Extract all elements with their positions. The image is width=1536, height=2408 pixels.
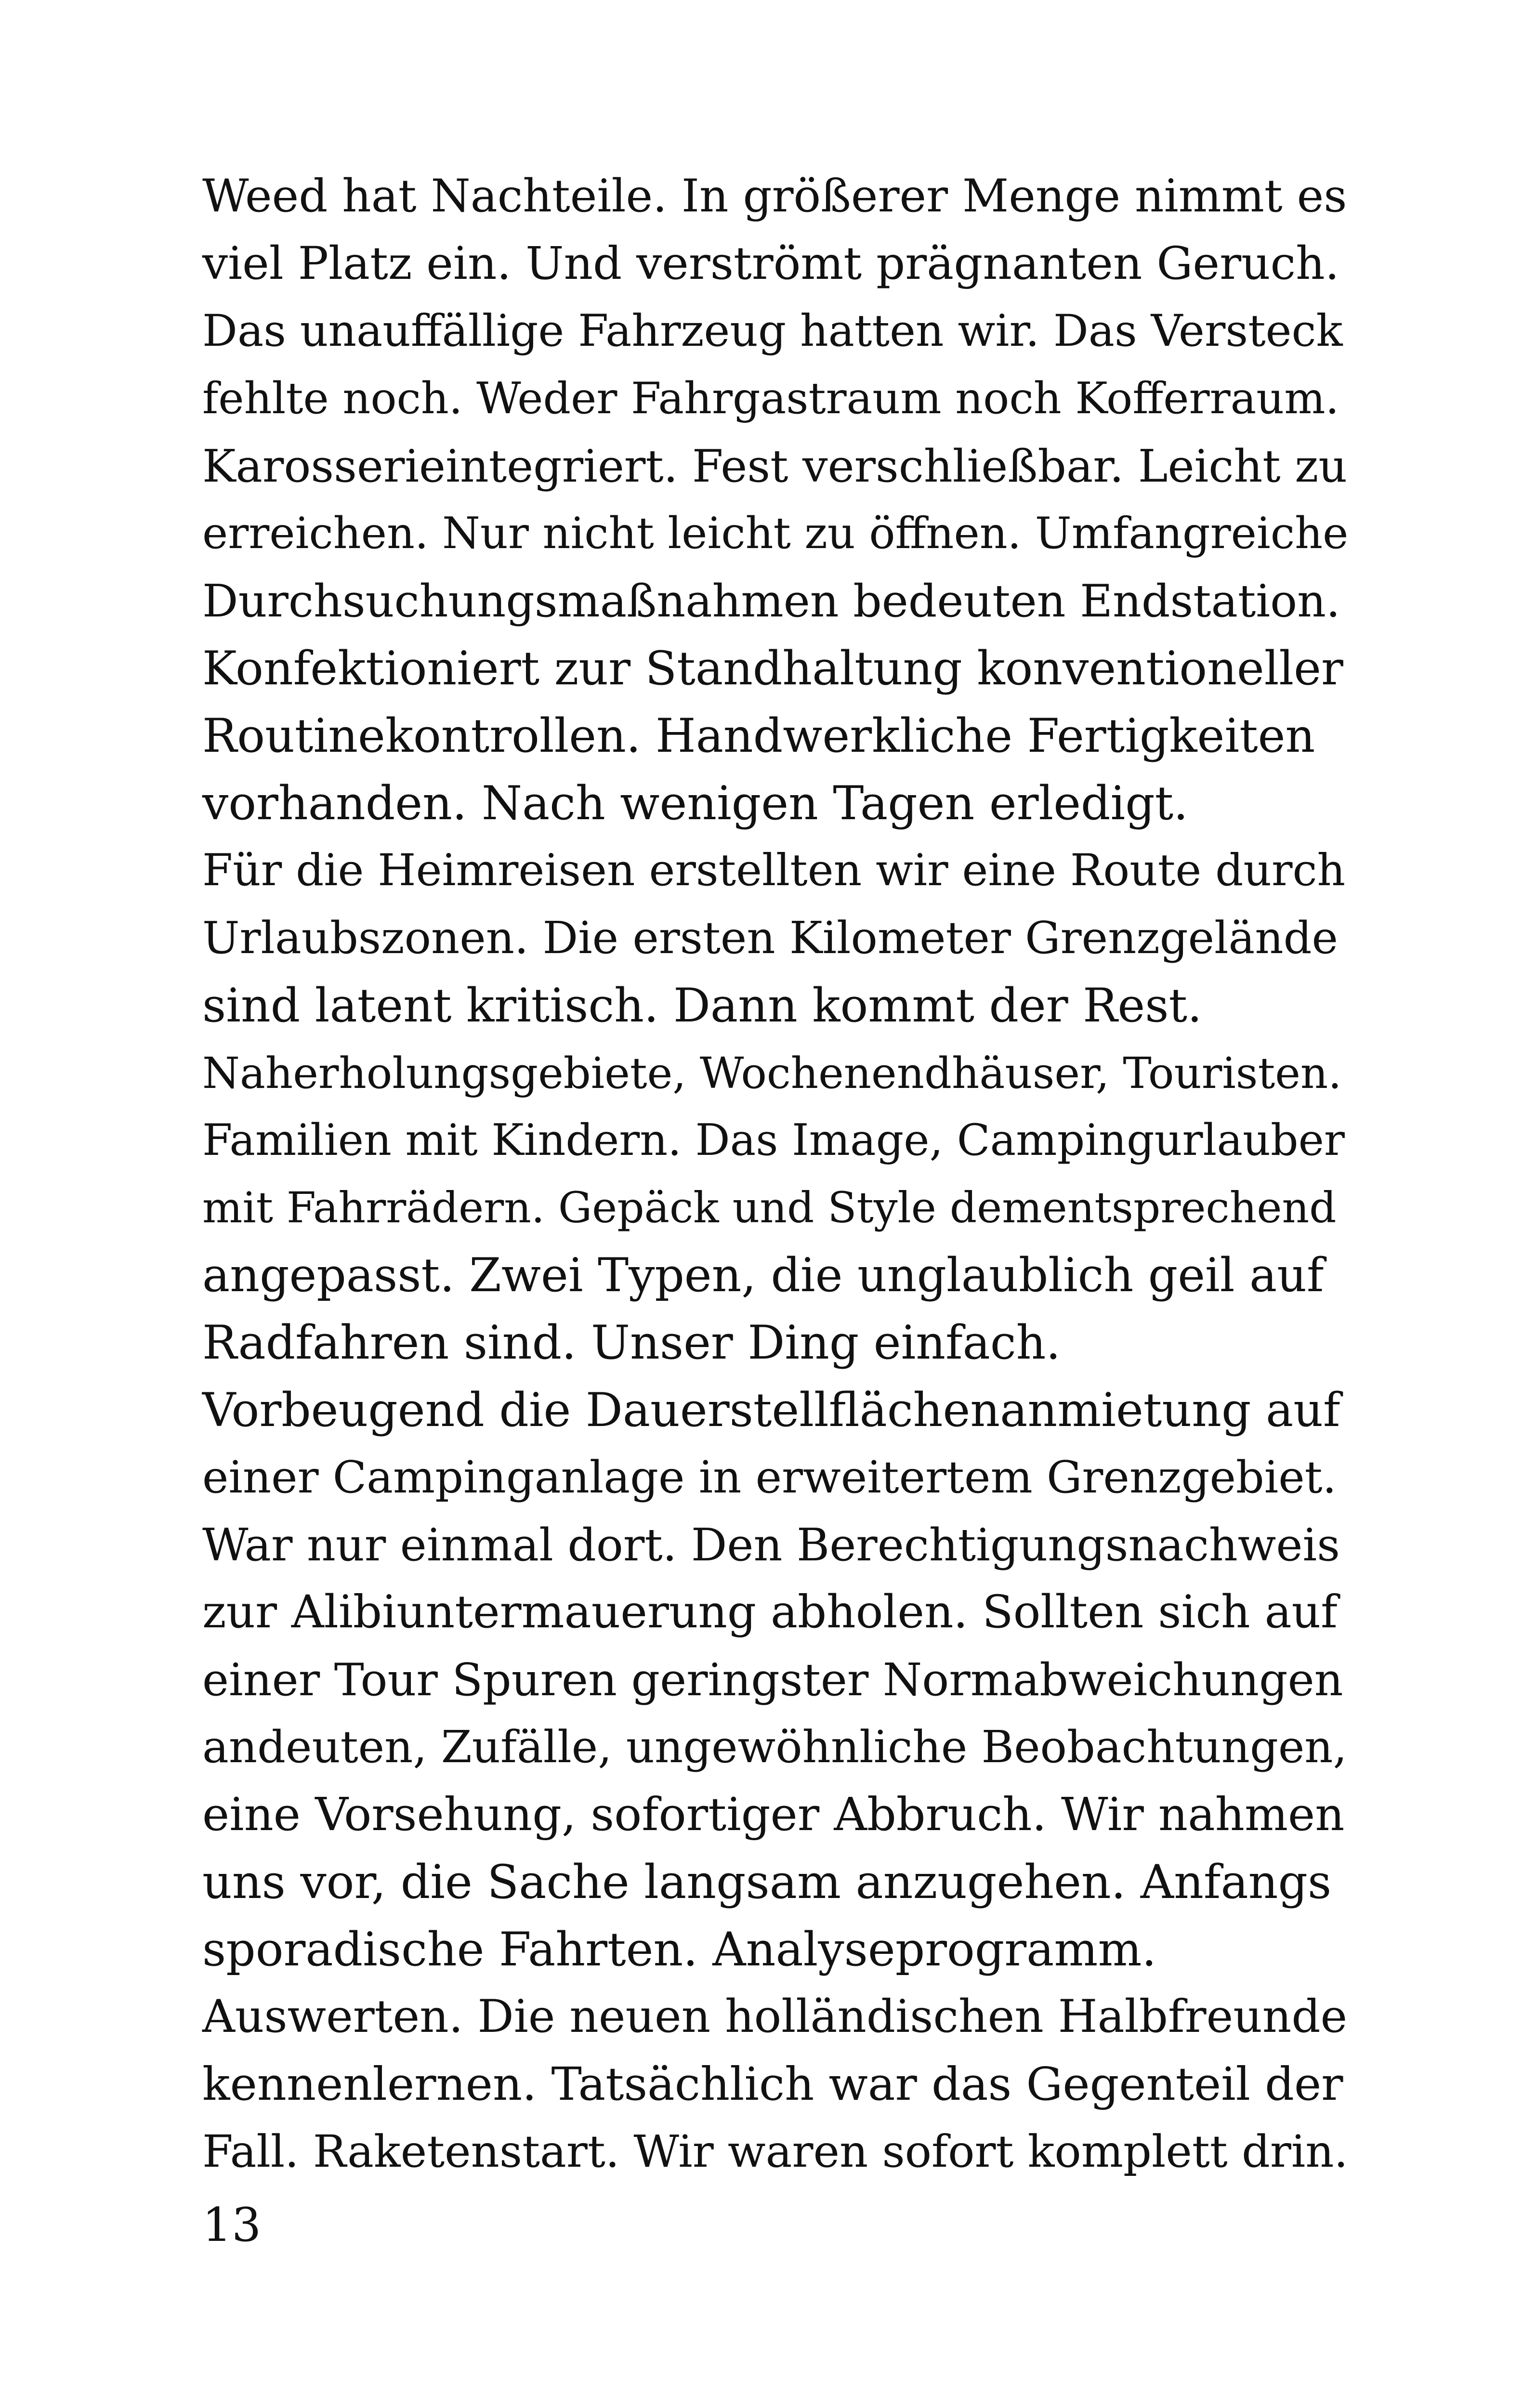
text-line: Auswerten. Die neuen holländischen Halbfreunde — [202, 1990, 1348, 2043]
text-line: einer Campinganlage in erweitertem Grenzgebiet. — [202, 1452, 1337, 1503]
text-line: fehlte noch. Weder Fahrgastraum noch Kofferraum. — [202, 373, 1339, 424]
text-line: Routinekontrollen. Handwerkliche Fertigkeiten — [202, 709, 1315, 763]
text-line: zur Alibiuntermauerung abholen. Sollten sich auf — [202, 1586, 1338, 1638]
body-text — [202, 163, 1349, 2186]
text-line: sind latent kritisch. Dann kommt der Rest. — [202, 979, 1202, 1033]
text-line: Radfahren sind. Unser Ding einfach. — [202, 1316, 1061, 1370]
text-line: Das unauffällige Fahrzeug hatten wir. Das Versteck — [202, 306, 1343, 356]
text-line: Durchsuchungsmaßnahmen bedeuten Endstation. — [202, 575, 1340, 627]
text-line: Für die Heimreisen erstellten wir eine Route durch — [202, 845, 1346, 896]
text-line: Familien mit Kindern. Das Image, Campingurlauber — [202, 1115, 1345, 1165]
text-line: vorhanden. Nach wenigen Tagen erledigt. — [202, 776, 1188, 830]
text-line: einer Tour Spuren geringster Normabweichungen — [202, 1654, 1343, 1706]
text-line: angepasst. Zwei Typen, die unglaublich geil auf — [202, 1248, 1324, 1302]
text-line: Fall. Raketenstart. Wir waren sofort komplett drin. — [202, 2126, 1348, 2177]
text-line: Vorbeugend die Dauerstellflächenanmietung auf — [202, 1383, 1340, 1437]
text-line: uns vor, die Sache langsam anzugehen. Anfangs — [202, 1855, 1332, 1909]
text-line: Konfektioniert zur Standhaltung konventioneller — [202, 641, 1343, 695]
text-line: Naherholungsgebiete, Wochenendhäuser, Touristen. — [202, 1048, 1342, 1098]
text-line: eine Vorsehung, sofortiger Abbruch. Wir nahmen — [202, 1788, 1345, 1841]
text-line: Karosserieintegriert. Fest verschließbar. Leicht zu — [202, 440, 1348, 492]
text-line: viel Platz ein. Und verströmt prägnanten Geruch. — [202, 237, 1339, 290]
text-line: andeuten, Zufälle, ungewöhnliche Beobachtungen, — [202, 1721, 1347, 1773]
text-line: War nur einmal dort. Den Berechtigungsnachweis — [202, 1519, 1340, 1571]
page-number: 13 — [202, 2198, 262, 2252]
text-line: Weed hat Nachteile. In größerer Menge nimmt es — [202, 170, 1347, 222]
text-line: mit Fahrrädern. Gepäck und Style dementsprechend — [202, 1183, 1337, 1232]
text-line: erreichen. Nur nicht leicht zu öffnen. Umfangreiche — [202, 508, 1349, 559]
text-line: sporadische Fahrten. Analyseprogramm. — [202, 1923, 1156, 1976]
text-line: kennenlernen. Tatsächlich war das Gegenteil der — [202, 2058, 1343, 2111]
text-line: Urlaubszonen. Die ersten Kilometer Grenzgelände — [202, 912, 1338, 964]
